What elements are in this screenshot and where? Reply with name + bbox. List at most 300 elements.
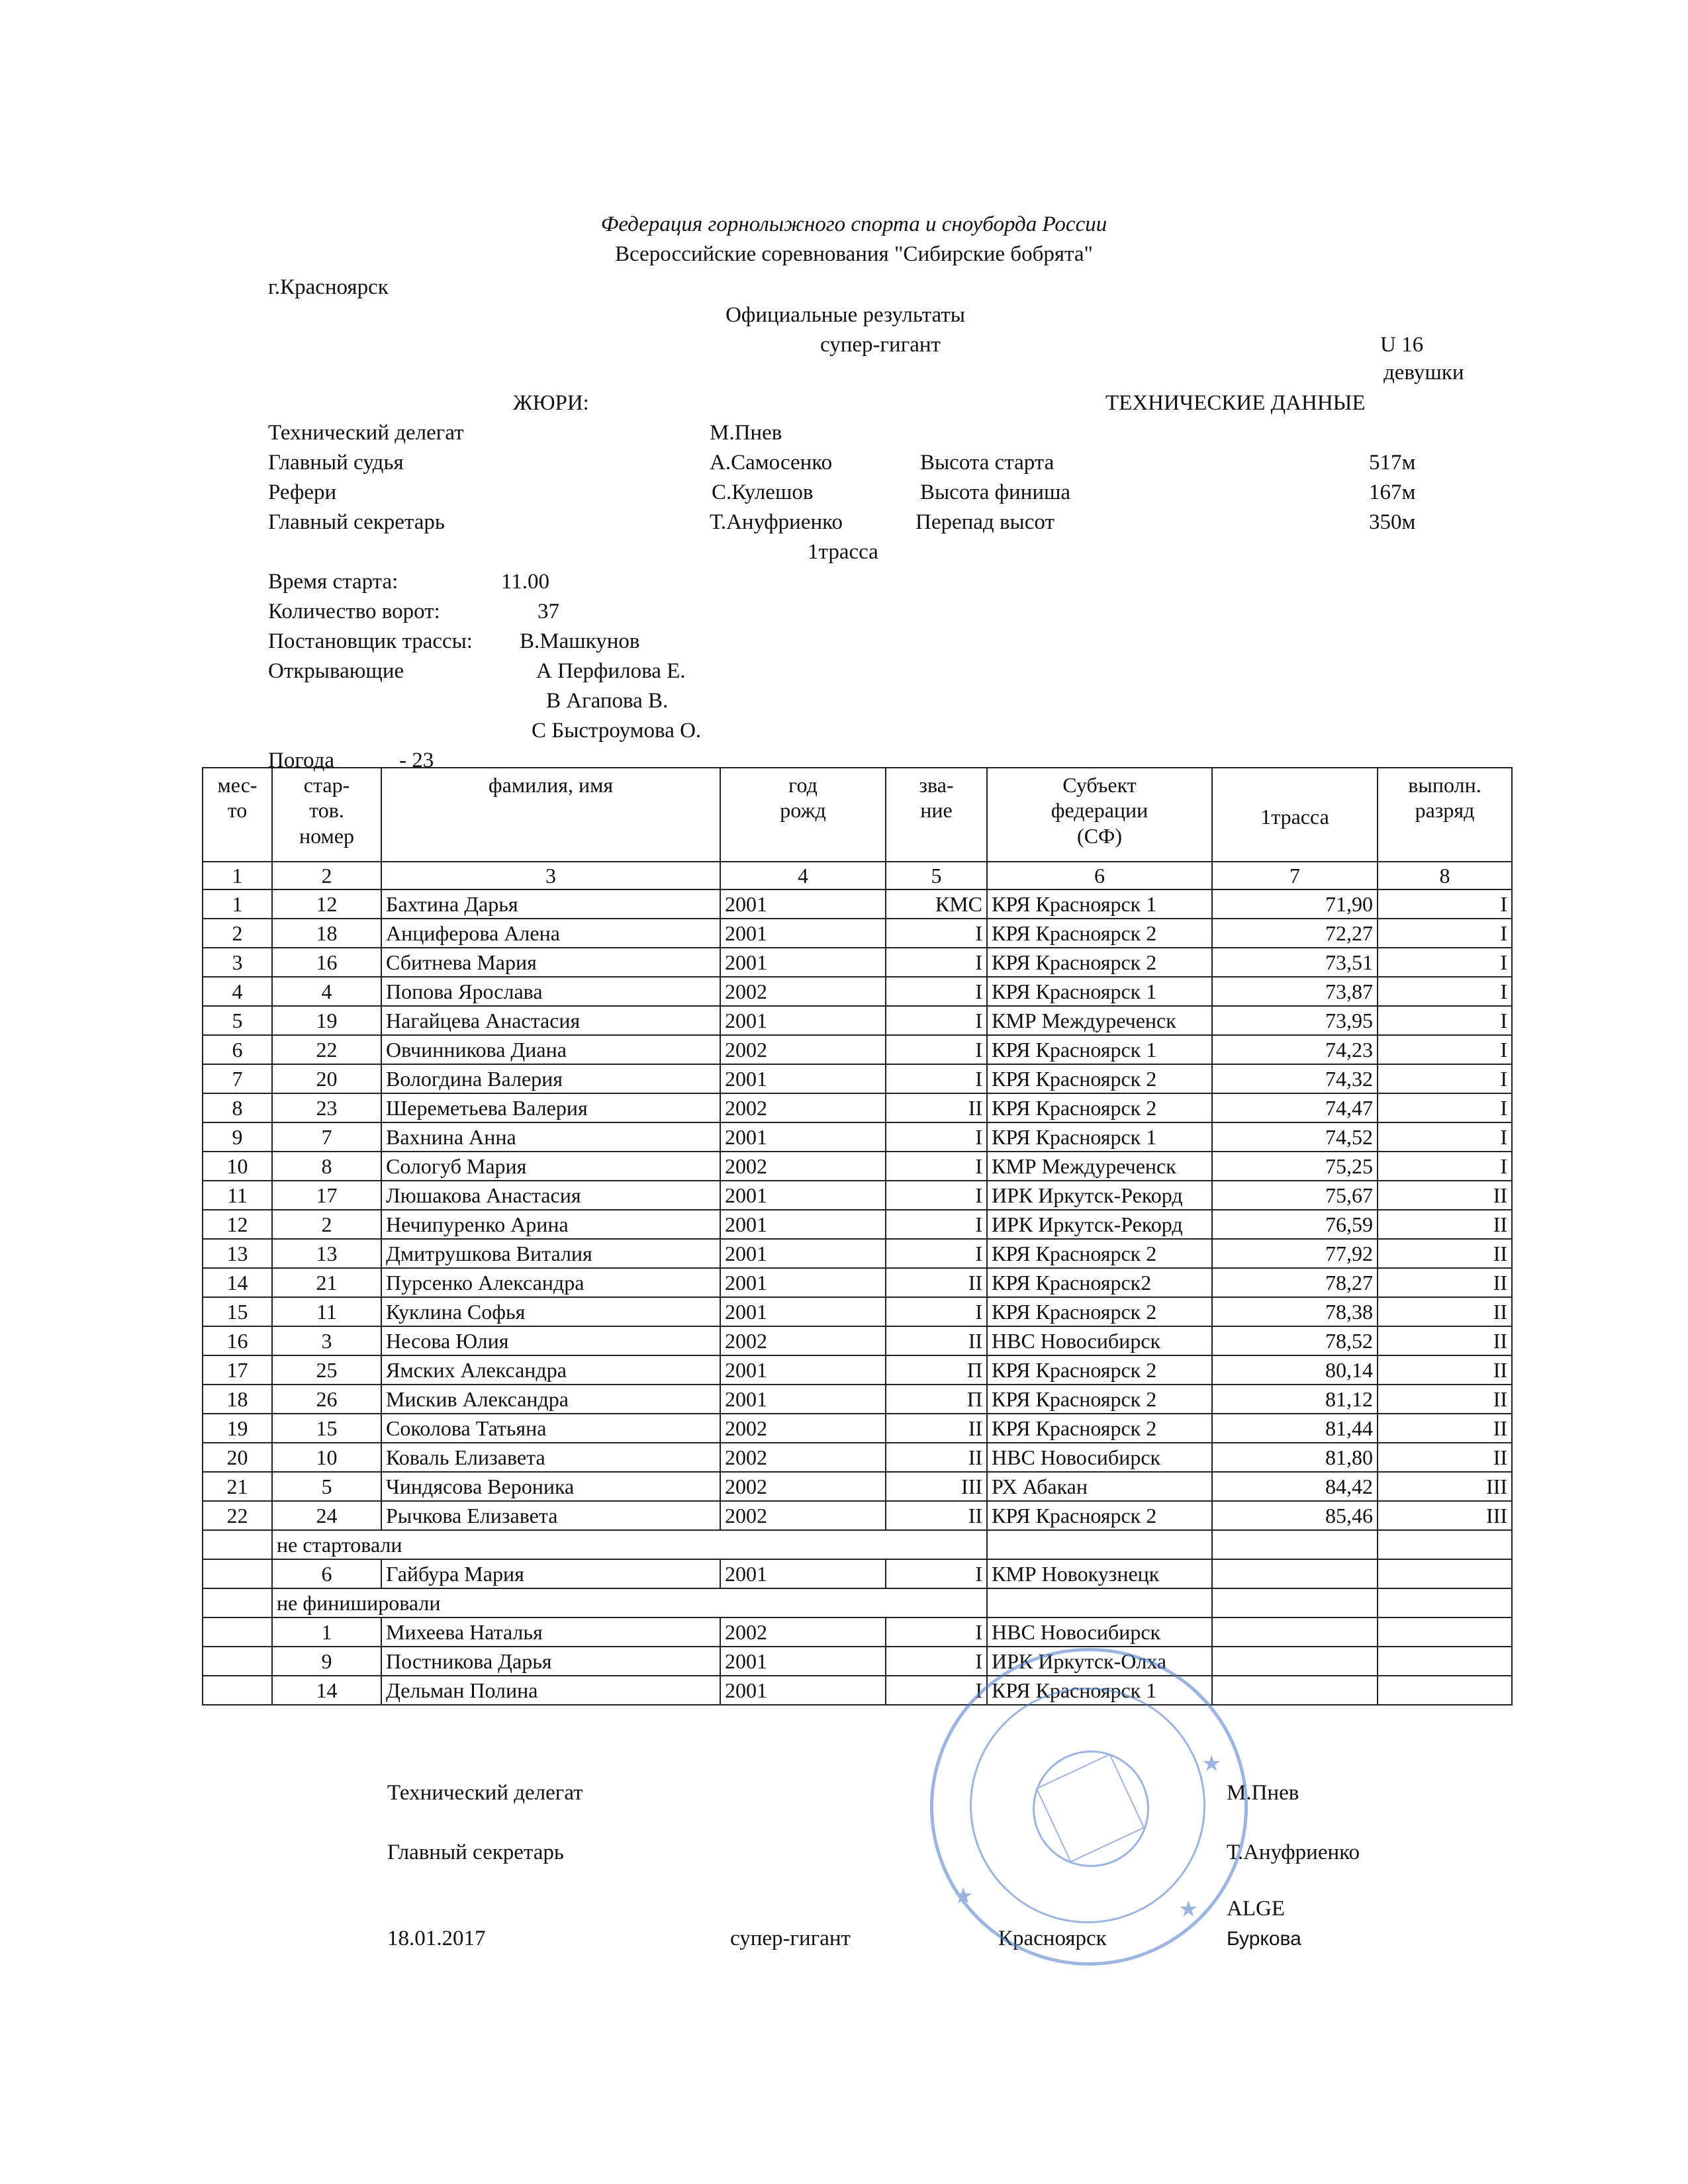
cell-name: Бахтина Дарья — [381, 889, 720, 919]
cell-name: Несова Юлия — [381, 1326, 720, 1355]
cell-year: 2001 — [720, 1355, 886, 1385]
table-row — [203, 1006, 1512, 1035]
cell-time: 73,87 — [1212, 977, 1378, 1006]
cell-region: КМР Новокузнецк — [987, 1559, 1212, 1588]
cell-rank: КМС — [886, 889, 987, 919]
cell-name: Шереметьева Валерия — [381, 1093, 720, 1122]
cell-class: I — [1378, 1035, 1512, 1064]
footer-tech-delegate: М.Пнев — [1227, 1781, 1299, 1805]
cell-region: КРЯ Красноярск 2 — [987, 1414, 1212, 1443]
cell-region: ИРК Иркутск-Рекорд — [987, 1210, 1212, 1239]
cell-empty — [987, 1588, 1212, 1617]
cell-year: 2001 — [720, 1268, 886, 1297]
cell-year: 2002 — [720, 1093, 886, 1122]
col-header-class: выполн. разряд — [1378, 768, 1512, 862]
cell-place: 12 — [203, 1210, 272, 1239]
cell-rank: II — [886, 1501, 987, 1530]
cell-region: КРЯ Красноярск 1 — [987, 1676, 1212, 1705]
cell-empty — [203, 1588, 272, 1617]
table-row — [203, 889, 1512, 919]
cell-bib: 23 — [272, 1093, 381, 1122]
jury-name: Т.Ануфриенко — [710, 510, 843, 534]
cell-name: Анциферова Алена — [381, 919, 720, 948]
cell-rank: II — [886, 1326, 987, 1355]
cell-rank: I — [886, 1617, 987, 1647]
footer-secretary-label: Главный секретарь — [387, 1841, 564, 1864]
cell-class: I — [1378, 977, 1512, 1006]
star-icon: ★ — [1178, 1896, 1199, 1923]
footer-tech-delegate-label: Технический делегат — [387, 1781, 583, 1805]
cell-year: 2001 — [720, 1006, 886, 1035]
cell-class — [1378, 1617, 1512, 1647]
column-number-row — [203, 862, 1512, 889]
col-header-place: мес- то — [203, 768, 272, 862]
cell-time: 84,42 — [1212, 1472, 1378, 1501]
tech-label: Высота финиша — [920, 480, 1071, 504]
cell-place: 19 — [203, 1414, 272, 1443]
cell-time: 76,59 — [1212, 1210, 1378, 1239]
forerunner: В Агапова В. — [546, 689, 669, 713]
cell-year: 2001 — [720, 1210, 886, 1239]
column-number: 8 — [1378, 862, 1512, 889]
forerunner: А Перфилова Е. — [536, 659, 686, 683]
table-row — [203, 1239, 1512, 1268]
cell-class: II — [1378, 1355, 1512, 1385]
cell-year: 2001 — [720, 1122, 886, 1152]
column-number: 3 — [381, 862, 720, 889]
cell-class — [1378, 1676, 1512, 1705]
cell-name: Рычкова Елизавета — [381, 1501, 720, 1530]
federation-title: Федерация горнолыжного спорта и сноуборда России — [600, 212, 1107, 236]
jury-role: Технический делегат — [268, 421, 464, 445]
column-number: 6 — [987, 862, 1212, 889]
table-row — [203, 977, 1512, 1006]
gates-count: 37 — [538, 600, 559, 623]
cell-time: 77,92 — [1212, 1239, 1378, 1268]
cell-class: III — [1378, 1472, 1512, 1501]
col-header-rank: зва- ние — [886, 768, 987, 862]
cell-bib: 21 — [272, 1268, 381, 1297]
cell-class: II — [1378, 1414, 1512, 1443]
cell-place: 22 — [203, 1501, 272, 1530]
column-number: 4 — [720, 862, 886, 889]
cell-time — [1212, 1559, 1378, 1588]
cell-bib: 16 — [272, 948, 381, 977]
official-stamp — [930, 1648, 1248, 1966]
cell-empty — [1212, 1530, 1378, 1559]
cell-name: Коваль Елизавета — [381, 1443, 720, 1472]
cell-rank: I — [886, 1035, 987, 1064]
cell-year: 2002 — [720, 1472, 886, 1501]
cell-name: Куклина Софья — [381, 1297, 720, 1326]
cell-time: 80,14 — [1212, 1355, 1378, 1385]
cell-region: КРЯ Красноярск 2 — [987, 1093, 1212, 1122]
cell-place: 3 — [203, 948, 272, 977]
cell-place: 17 — [203, 1355, 272, 1385]
column-number: 7 — [1212, 862, 1378, 889]
cell-time: 75,25 — [1212, 1152, 1378, 1181]
cell-region: КРЯ Красноярск2 — [987, 1268, 1212, 1297]
jury-name: М.Пнев — [710, 421, 782, 445]
column-number: 5 — [886, 862, 987, 889]
cell-time: 74,23 — [1212, 1035, 1378, 1064]
cell-time: 78,38 — [1212, 1297, 1378, 1326]
cell-region: КРЯ Красноярск 2 — [987, 919, 1212, 948]
table-row — [203, 1414, 1512, 1443]
cell-rank: П — [886, 1355, 987, 1385]
cell-class: II — [1378, 1326, 1512, 1355]
cell-bib: 22 — [272, 1035, 381, 1064]
cell-region: КРЯ Красноярск 2 — [987, 948, 1212, 977]
cell-class: I — [1378, 889, 1512, 919]
table-row — [203, 948, 1512, 977]
cell-place: 1 — [203, 889, 272, 919]
cell-bib: 18 — [272, 919, 381, 948]
cell-region: ИРК Иркутск-Олха — [987, 1647, 1212, 1676]
cell-name: Мискив Александра — [381, 1385, 720, 1414]
cell-time — [1212, 1676, 1378, 1705]
cell-bib: 14 — [272, 1676, 381, 1705]
table-row — [203, 1035, 1512, 1064]
cell-time: 74,32 — [1212, 1064, 1378, 1093]
cell-bib: 4 — [272, 977, 381, 1006]
cell-region: НВС Новосибирск — [987, 1443, 1212, 1472]
cell-year: 2001 — [720, 1239, 886, 1268]
jury-role: Главный судья — [268, 451, 404, 475]
cell-bib: 19 — [272, 1006, 381, 1035]
weather-label: Погода — [268, 749, 335, 772]
age-group: U 16 — [1380, 333, 1424, 357]
weather-value: - 23 — [399, 749, 434, 772]
cell-bib: 5 — [272, 1472, 381, 1501]
cell-bib: 24 — [272, 1501, 381, 1530]
cell-region: РХ Абакан — [987, 1472, 1212, 1501]
cell-bib: 20 — [272, 1064, 381, 1093]
results-table — [202, 767, 1513, 1706]
cell-class — [1378, 1647, 1512, 1676]
cell-time: 78,52 — [1212, 1326, 1378, 1355]
cell-name: Попова Ярослава — [381, 977, 720, 1006]
document-title: Официальные результаты — [726, 303, 965, 327]
cell-region: КРЯ Красноярск 1 — [987, 1122, 1212, 1152]
cell-bib: 1 — [272, 1617, 381, 1647]
tech-value: 167м — [1369, 480, 1416, 504]
cell-bib: 26 — [272, 1385, 381, 1414]
cell-class: III — [1378, 1501, 1512, 1530]
cell-region: КРЯ Красноярск 2 — [987, 1064, 1212, 1093]
cell-time: 75,67 — [1212, 1181, 1378, 1210]
cell-year: 2002 — [720, 1617, 886, 1647]
cell-name: Михеева Наталья — [381, 1617, 720, 1647]
gates-label: Количество ворот: — [268, 600, 440, 623]
cell-year: 2001 — [720, 1064, 886, 1093]
cell-rank: I — [886, 977, 987, 1006]
city: г.Красноярск — [268, 275, 389, 299]
cell-place: 16 — [203, 1326, 272, 1355]
jury-role: Рефери — [268, 480, 337, 504]
table-row — [203, 1210, 1512, 1239]
cell-place: 4 — [203, 977, 272, 1006]
cell-bib: 12 — [272, 889, 381, 919]
col-header-year: год рожд — [720, 768, 886, 862]
cell-name: Чиндясова Вероника — [381, 1472, 720, 1501]
cell-rank: I — [886, 1006, 987, 1035]
cell-time: 74,47 — [1212, 1093, 1378, 1122]
section-label: не финишировали — [272, 1588, 987, 1617]
cell-time: 72,27 — [1212, 919, 1378, 948]
cell-region: НВС Новосибирск — [987, 1326, 1212, 1355]
cell-name: Ямских Александра — [381, 1355, 720, 1385]
cell-place: 20 — [203, 1443, 272, 1472]
cell-bib: 3 — [272, 1326, 381, 1355]
cell-rank: I — [886, 1647, 987, 1676]
cell-class: I — [1378, 1093, 1512, 1122]
cell-year: 2001 — [720, 1647, 886, 1676]
cell-year: 2001 — [720, 1181, 886, 1210]
cell-place: 9 — [203, 1122, 272, 1152]
cell-rank: I — [886, 1297, 987, 1326]
cell-place: 15 — [203, 1297, 272, 1326]
cell-place: 13 — [203, 1239, 272, 1268]
table-row — [203, 1064, 1512, 1093]
cell-rank: II — [886, 1414, 987, 1443]
cell-year: 2002 — [720, 1501, 886, 1530]
table-row — [203, 1181, 1512, 1210]
cell-bib: 13 — [272, 1239, 381, 1268]
cell-region: КРЯ Красноярск 2 — [987, 1385, 1212, 1414]
cell-class: I — [1378, 1064, 1512, 1093]
col-header-run: 1трасса — [1212, 768, 1378, 862]
col-header-bib: стар- тов. номер — [272, 768, 381, 862]
cell-place: 11 — [203, 1181, 272, 1210]
cell-empty — [1378, 1588, 1512, 1617]
table-row — [203, 919, 1512, 948]
table-row — [203, 1093, 1512, 1122]
tech-value: 350м — [1369, 510, 1416, 534]
cell-year: 2002 — [720, 1035, 886, 1064]
cell-name: Вологдина Валерия — [381, 1064, 720, 1093]
forerunner: С Быстроумова О. — [532, 719, 702, 743]
cell-region: КРЯ Красноярск 2 — [987, 1501, 1212, 1530]
cell-place: 2 — [203, 919, 272, 948]
cell-name: Нечипуренко Арина — [381, 1210, 720, 1239]
cell-bib: 2 — [272, 1210, 381, 1239]
jury-title: ЖЮРИ: — [513, 391, 589, 415]
cell-bib: 15 — [272, 1414, 381, 1443]
cell-region: КМР Междуреченск — [987, 1006, 1212, 1035]
cell-rank: I — [886, 1181, 987, 1210]
cell-rank: I — [886, 1676, 987, 1705]
competition-title: Всероссийские соревнования "Сибирские бобрята" — [615, 242, 1093, 266]
star-icon: ★ — [953, 1883, 974, 1909]
dnf-section-row — [203, 1588, 1512, 1617]
discipline: супер-гигант — [820, 333, 941, 357]
cell-rank: I — [886, 919, 987, 948]
cell-place — [203, 1617, 272, 1647]
cell-rank: II — [886, 1443, 987, 1472]
cell-class: I — [1378, 1006, 1512, 1035]
cell-empty — [1212, 1588, 1378, 1617]
course-setter-label: Постановщик трассы: — [268, 629, 473, 653]
cell-name: Соколова Татьяна — [381, 1414, 720, 1443]
cell-class: I — [1378, 948, 1512, 977]
gender: девушки — [1383, 361, 1464, 385]
cell-name: Вахнина Анна — [381, 1122, 720, 1152]
table-row — [203, 1472, 1512, 1501]
cell-place: 7 — [203, 1064, 272, 1093]
run-label: 1трасса — [808, 540, 878, 564]
tech-label: Высота старта — [920, 451, 1055, 475]
cell-class: II — [1378, 1210, 1512, 1239]
cell-place — [203, 1559, 272, 1588]
table-row — [203, 1443, 1512, 1472]
table-row — [203, 1385, 1512, 1414]
cell-place: 10 — [203, 1152, 272, 1181]
cell-bib: 25 — [272, 1355, 381, 1385]
cell-year: 2001 — [720, 1559, 886, 1588]
cell-class: I — [1378, 1152, 1512, 1181]
cell-rank: II — [886, 1093, 987, 1122]
cell-time: 81,12 — [1212, 1385, 1378, 1414]
cell-name: Постникова Дарья — [381, 1647, 720, 1676]
col-header-name: фамилия, имя — [381, 768, 720, 862]
cell-time: 73,95 — [1212, 1006, 1378, 1035]
cell-time: 81,44 — [1212, 1414, 1378, 1443]
cell-year: 2002 — [720, 1414, 886, 1443]
cell-rank: I — [886, 948, 987, 977]
cell-region: НВС Новосибирск — [987, 1617, 1212, 1647]
cell-place: 8 — [203, 1093, 272, 1122]
cell-region: КРЯ Красноярск 1 — [987, 977, 1212, 1006]
cell-bib: 17 — [272, 1181, 381, 1210]
cell-name: Дмитрушкова Виталия — [381, 1239, 720, 1268]
cell-year: 2001 — [720, 889, 886, 919]
table-row — [203, 1647, 1512, 1676]
cell-region: КМР Междуреченск — [987, 1152, 1212, 1181]
table-row — [203, 1152, 1512, 1181]
tech-label: Перепад высот — [915, 510, 1055, 534]
cell-year: 2001 — [720, 1385, 886, 1414]
forerunners-label: Открывающие — [268, 659, 404, 683]
cell-place: 21 — [203, 1472, 272, 1501]
cell-bib: 8 — [272, 1152, 381, 1181]
cell-rank: I — [886, 1122, 987, 1152]
cell-empty — [203, 1530, 272, 1559]
table-row — [203, 1326, 1512, 1355]
cell-year: 2001 — [720, 919, 886, 948]
cell-region: ИРК Иркутск-Рекорд — [987, 1181, 1212, 1210]
start-time: 11.00 — [501, 570, 550, 594]
cell-name: Гайбура Мария — [381, 1559, 720, 1588]
cell-place — [203, 1676, 272, 1705]
cell-class: II — [1378, 1268, 1512, 1297]
cell-place: 5 — [203, 1006, 272, 1035]
cell-name: Нагайцева Анастасия — [381, 1006, 720, 1035]
start-time-label: Время старта: — [268, 570, 399, 594]
cell-rank: I — [886, 1210, 987, 1239]
cell-rank: I — [886, 1559, 987, 1588]
cell-time: 78,27 — [1212, 1268, 1378, 1297]
stamp-inner-rect — [1036, 1754, 1145, 1863]
cell-rank: П — [886, 1385, 987, 1414]
cell-bib: 6 — [272, 1559, 381, 1588]
cell-rank: I — [886, 1239, 987, 1268]
jury-name: С.Кулешов — [712, 480, 814, 504]
cell-region: КРЯ Красноярск 2 — [987, 1297, 1212, 1326]
cell-empty — [1378, 1530, 1512, 1559]
course-setter: В.Машкунов — [520, 629, 640, 653]
column-number: 1 — [203, 862, 272, 889]
cell-rank: II — [886, 1268, 987, 1297]
timing-system: ALGE — [1227, 1897, 1285, 1921]
cell-class — [1378, 1559, 1512, 1588]
cell-year: 2001 — [720, 1676, 886, 1705]
cell-year: 2001 — [720, 948, 886, 977]
star-icon: ★ — [1201, 1751, 1222, 1777]
footer-city: Красноярск — [998, 1927, 1107, 1950]
table-row — [203, 1355, 1512, 1385]
cell-name: Пурсенко Александра — [381, 1268, 720, 1297]
footer-discipline: супер-гигант — [730, 1927, 851, 1950]
cell-bib: 10 — [272, 1443, 381, 1472]
cell-time: 81,80 — [1212, 1443, 1378, 1472]
jury-name: А.Самосенко — [710, 451, 833, 475]
table-row — [203, 1559, 1512, 1588]
cell-name: Овчинникова Диана — [381, 1035, 720, 1064]
cell-time: 85,46 — [1212, 1501, 1378, 1530]
cell-class: I — [1378, 1122, 1512, 1152]
cell-class: II — [1378, 1385, 1512, 1414]
table-row — [203, 1297, 1512, 1326]
cell-time: 74,52 — [1212, 1122, 1378, 1152]
cell-place — [203, 1647, 272, 1676]
table-row — [203, 1268, 1512, 1297]
cell-year: 2002 — [720, 1443, 886, 1472]
footer-date: 18.01.2017 — [387, 1927, 486, 1950]
footer-secretary: Т.Ануфриенко — [1227, 1841, 1360, 1864]
column-number: 2 — [272, 862, 381, 889]
cell-bib: 9 — [272, 1647, 381, 1676]
cell-name: Люшакова Анастасия — [381, 1181, 720, 1210]
cell-rank: III — [886, 1472, 987, 1501]
cell-year: 2001 — [720, 1297, 886, 1326]
cell-name: Сологуб Мария — [381, 1152, 720, 1181]
cell-class: I — [1378, 919, 1512, 948]
cell-class: II — [1378, 1443, 1512, 1472]
cell-region: КРЯ Красноярск 1 — [987, 1035, 1212, 1064]
cell-place: 18 — [203, 1385, 272, 1414]
cell-rank: I — [886, 1152, 987, 1181]
footer-operator: Буркова — [1227, 1928, 1301, 1950]
cell-region: КРЯ Красноярск 1 — [987, 889, 1212, 919]
cell-place: 6 — [203, 1035, 272, 1064]
tech-title: ТЕХНИЧЕСКИЕ ДАННЫЕ — [1105, 391, 1366, 415]
cell-class: II — [1378, 1297, 1512, 1326]
cell-bib: 11 — [272, 1297, 381, 1326]
cell-region: КРЯ Красноярск 2 — [987, 1239, 1212, 1268]
table-row — [203, 1122, 1512, 1152]
cell-region: КРЯ Красноярск 2 — [987, 1355, 1212, 1385]
cell-bib: 7 — [272, 1122, 381, 1152]
cell-time — [1212, 1647, 1378, 1676]
cell-class: II — [1378, 1239, 1512, 1268]
cell-rank: I — [886, 1064, 987, 1093]
table-header-row — [203, 768, 1512, 862]
dns-section-row — [203, 1530, 1512, 1559]
table-row — [203, 1617, 1512, 1647]
tech-value: 517м — [1369, 451, 1416, 475]
table-row — [203, 1676, 1512, 1705]
